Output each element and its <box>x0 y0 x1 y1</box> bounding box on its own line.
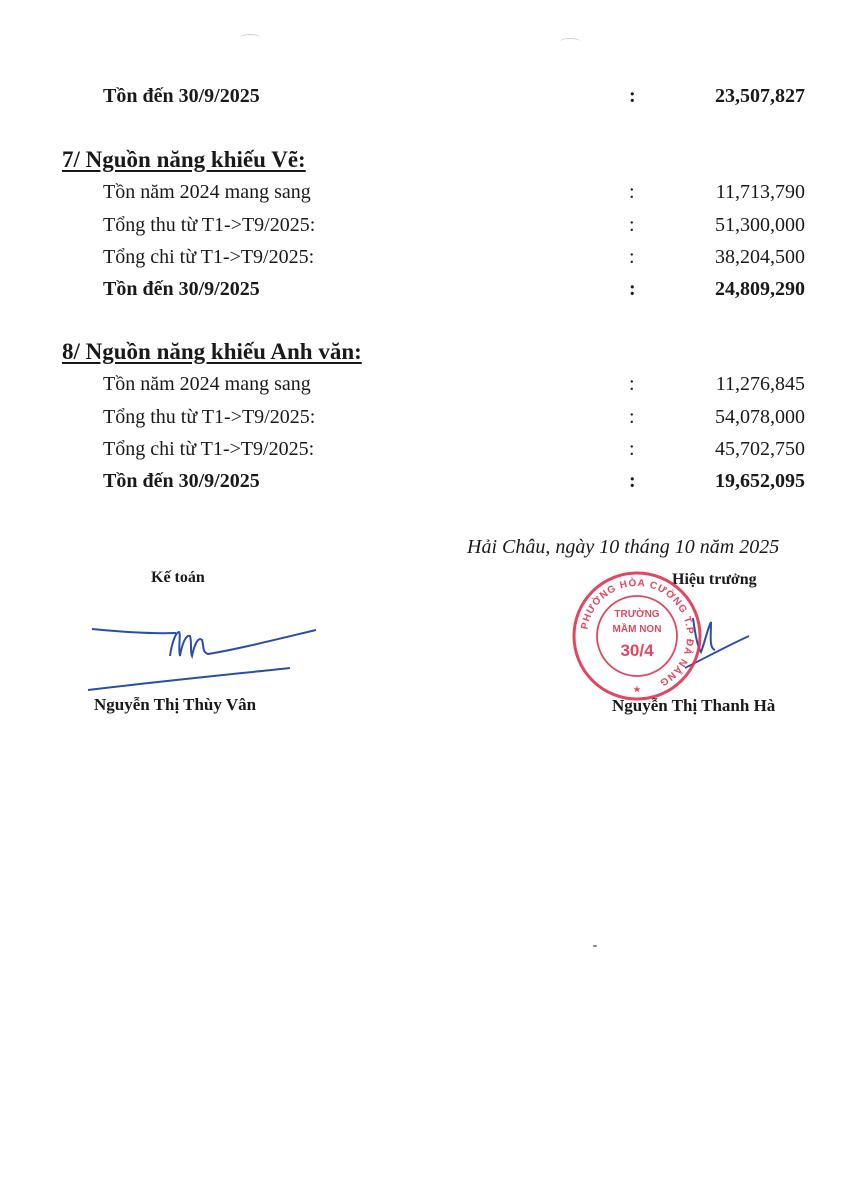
row-value: 23,507,827 <box>715 85 805 107</box>
row-value: 54,078,000 <box>715 406 805 428</box>
accountant-signature <box>84 620 324 700</box>
row-colon: : <box>629 278 636 300</box>
opening-balance-row <box>0 177 848 207</box>
row-colon: : <box>629 438 635 460</box>
section-title: 8/ Nguồn năng khiếu Anh văn: <box>62 339 362 364</box>
principal-title: Hiệu trưởng <box>672 571 757 588</box>
principal-name: Nguyễn Thị Thanh Hà <box>612 696 776 715</box>
row-label: Tồn năm 2024 mang sang <box>103 181 311 203</box>
row-label: Tổng thu từ T1->T9/2025: <box>103 214 316 236</box>
accountant-title: Kế toán <box>151 569 205 586</box>
row-colon: : <box>629 214 635 236</box>
row-label: Tổng thu từ T1->T9/2025: <box>103 406 316 428</box>
expense-row <box>0 242 848 272</box>
row-value: 38,204,500 <box>715 246 805 268</box>
balance-row <box>0 81 848 111</box>
row-label: Tổng chi từ T1->T9/2025: <box>103 246 315 268</box>
expense-row <box>0 434 848 464</box>
row-value: 45,702,750 <box>715 438 805 460</box>
accountant-name: Nguyễn Thị Thùy Vân <box>94 695 257 714</box>
row-label: Tồn đến 30/9/2025 <box>103 85 260 107</box>
row-colon: : <box>629 470 636 492</box>
row-label: Tồn đến 30/9/2025 <box>103 470 260 492</box>
row-label: Tổng chi từ T1->T9/2025: <box>103 438 315 460</box>
row-label: Tồn năm 2024 mang sang <box>103 373 311 395</box>
row-colon: : <box>629 406 635 428</box>
opening-balance-row <box>0 369 848 399</box>
stamp-line-2: MẦM NON <box>612 624 662 635</box>
stamp-ring-text: PHƯỜNG HÒA CƯỜNG T.P ĐÀ NẴNG <box>579 577 696 689</box>
income-row <box>0 402 848 432</box>
scan-mark <box>593 945 597 947</box>
row-value: 19,652,095 <box>715 470 805 492</box>
row-colon: : <box>629 246 635 268</box>
scan-mark <box>240 34 260 41</box>
row-colon: : <box>629 181 635 203</box>
row-colon: : <box>629 85 636 107</box>
row-value: 24,809,290 <box>715 278 805 300</box>
svg-text:★: ★ <box>633 685 641 694</box>
income-row <box>0 210 848 240</box>
row-label: Tồn đến 30/9/2025 <box>103 278 260 300</box>
row-value: 51,300,000 <box>715 214 805 236</box>
row-colon: : <box>629 373 635 395</box>
row-value: 11,713,790 <box>715 181 805 203</box>
balance-row <box>0 274 848 304</box>
stamp-line-1: TRƯỜNG <box>614 609 660 620</box>
stamp-line-3: 30/4 <box>620 641 654 660</box>
scan-mark <box>560 38 580 45</box>
row-value: 11,276,845 <box>715 373 805 395</box>
balance-row <box>0 466 848 496</box>
place-date: Hải Châu, ngày 10 tháng 10 năm 2025 <box>467 536 780 558</box>
official-stamp <box>571 570 703 702</box>
section-title: 7/ Nguồn năng khiếu Vẽ: <box>62 147 306 172</box>
